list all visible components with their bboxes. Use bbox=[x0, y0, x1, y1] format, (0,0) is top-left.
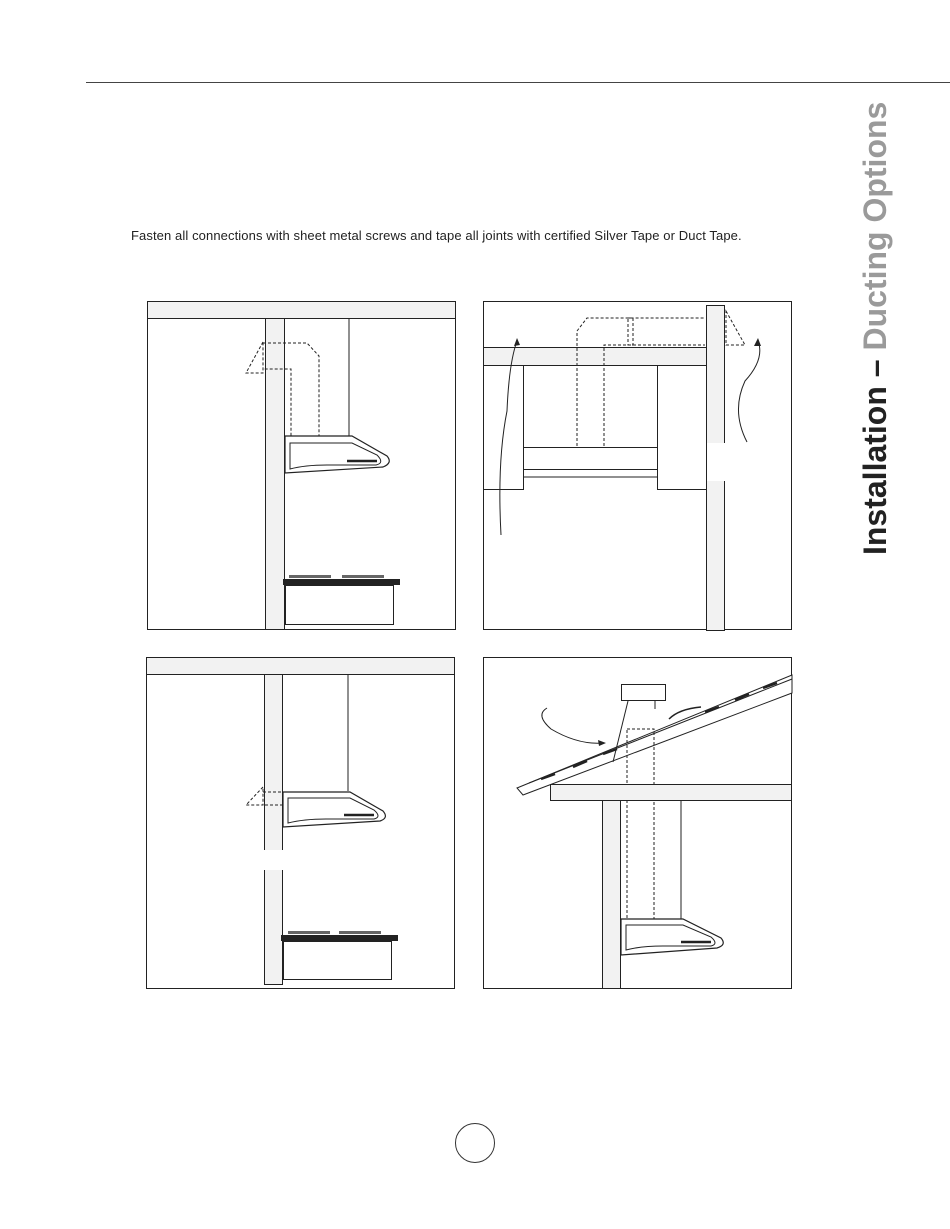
diagram-roof-vent bbox=[483, 657, 793, 990]
ceiling bbox=[551, 785, 792, 801]
wall bbox=[603, 801, 621, 989]
right-cabinet bbox=[658, 366, 707, 490]
diagram-wall-vent-direct bbox=[146, 657, 456, 990]
ceiling bbox=[148, 302, 456, 319]
roof-cap bbox=[622, 685, 666, 701]
range-hood-under-cabinet bbox=[524, 448, 658, 470]
instruction-text: Fasten all connections with sheet metal screws and tape all joints with certified Silver Tape or Duct Tape. bbox=[131, 228, 742, 243]
diagram-wall-vent-top-drawing bbox=[147, 301, 457, 631]
diagram-roof-vent-drawing bbox=[483, 657, 793, 990]
ceiling-joist bbox=[484, 348, 708, 366]
header-rule bbox=[86, 82, 950, 83]
diagram-attic-wall-vent-drawing bbox=[483, 301, 793, 631]
section-title bbox=[857, 101, 893, 555]
left-cabinet bbox=[484, 366, 524, 490]
wall bbox=[266, 319, 285, 630]
cabinet bbox=[286, 586, 394, 625]
cooktop bbox=[283, 579, 400, 585]
wall bbox=[265, 675, 283, 985]
ceiling bbox=[147, 658, 455, 675]
section-title-installation: Installation – bbox=[857, 350, 893, 555]
diagram-wall-vent-top bbox=[147, 301, 457, 631]
page-number bbox=[455, 1123, 495, 1163]
diagram-wall-vent-direct-drawing bbox=[146, 657, 456, 990]
cabinet bbox=[284, 942, 392, 980]
cooktop bbox=[281, 935, 398, 941]
diagram-attic-wall-vent bbox=[483, 301, 793, 631]
section-title-ducting-options: Ducting Options bbox=[857, 101, 893, 351]
